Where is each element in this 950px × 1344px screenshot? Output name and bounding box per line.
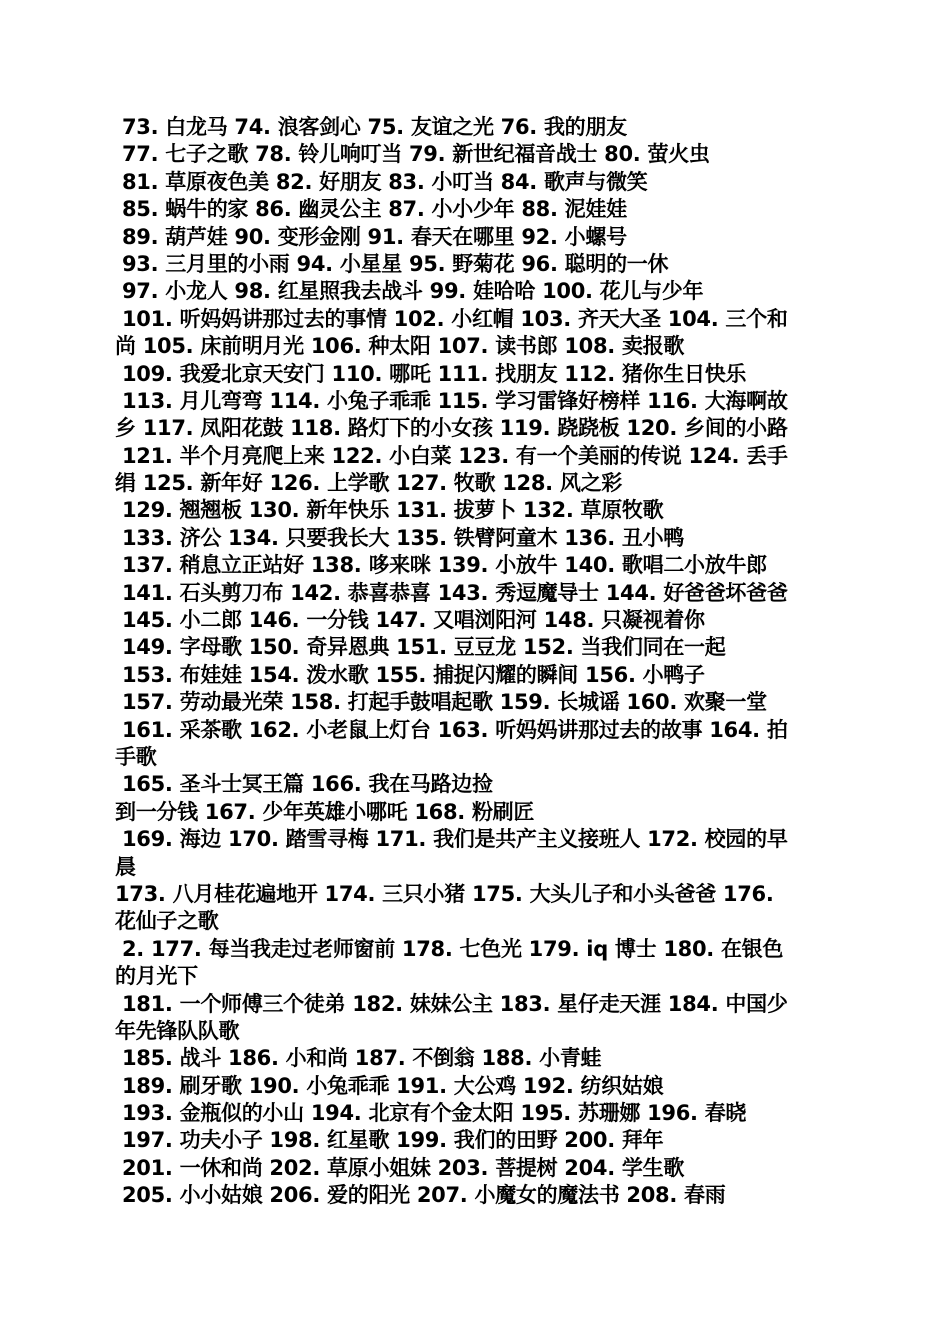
text-line: 133. 济公 134. 只要我长大 135. 铁臂阿童木 136. 丑小鸭: [122, 525, 685, 550]
text-line: 乡 117. 凤阳花鼓 118. 路灯下的小女孩 119. 跷跷板 120. 乡间的小路: [115, 416, 788, 441]
text-line: 169. 海边 170. 踏雪寻梅 171. 我们是共产主义接班人 172. 校园的早: [122, 827, 788, 852]
text-line: 185. 战斗 186. 小和尚 187. 不倒翁 188. 小青蛙: [122, 1046, 602, 1071]
text-line: 81. 草原夜色美 82. 好朋友 83. 小叮当 84. 歌声与微笑: [122, 169, 648, 194]
text-line: 137. 稍息立正站好 138. 哆来咪 139. 小放牛 140. 歌唱二小放牛郎: [122, 553, 767, 578]
text-line: 205. 小小姑娘 206. 爱的阳光 207. 小魔女的魔法书 208. 春雨: [122, 1183, 726, 1208]
text-line: 93. 三月里的小雨 94. 小星星 95. 野菊花 96. 聪明的一休: [122, 251, 669, 276]
text-line: 201. 一休和尚 202. 草原小姐妹 203. 菩提树 204. 学生歌: [122, 1155, 685, 1180]
text-line: 85. 蜗牛的家 86. 幽灵公主 87. 小小少年 88. 泥娃娃: [122, 197, 627, 222]
text-line: 年先锋队队歌: [115, 1018, 240, 1043]
text-line: 手歌: [115, 744, 157, 769]
text-line: 97. 小龙人 98. 红星照我去战斗 99. 娃哈哈 100. 花儿与少年: [122, 279, 704, 304]
text-line: 197. 功夫小子 198. 红星歌 199. 我们的田野 200. 拜年: [122, 1128, 664, 1153]
text-line: 165. 圣斗士冥王篇 166. 我在马路边捡: [122, 772, 493, 797]
text-line: 157. 劳动最光荣 158. 打起手鼓唱起歌 159. 长城谣 160. 欢聚一堂: [122, 690, 767, 715]
text-line: 101. 听妈妈讲那过去的事情 102. 小红帽 103. 齐天大圣 104. 三个和: [122, 306, 788, 331]
text-line: 149. 字母歌 150. 奇异恩典 151. 豆豆龙 152. 当我们同在一起: [122, 635, 726, 660]
text-line: 113. 月儿弯弯 114. 小兔子乖乖 115. 学习雷锋好榜样 116. 大海啊故: [122, 388, 788, 413]
text-line: 77. 七子之歌 78. 铃儿响叮当 79. 新世纪福音战士 80. 萤火虫: [122, 142, 710, 167]
text-line: 153. 布娃娃 154. 泼水歌 155. 捕捉闪耀的瞬间 156. 小鸭子: [122, 662, 705, 687]
text-line: 193. 金瓶似的小山 194. 北京有个金太阳 195. 苏珊娜 196. 春晓: [122, 1101, 747, 1126]
text-line: 晨: [115, 854, 136, 879]
text-line: 173. 八月桂花遍地开 174. 三只小猪 175. 大头儿子和小头爸爸 176.: [115, 881, 774, 906]
text-line: 161. 采茶歌 162. 小老鼠上灯台 163. 听妈妈讲那过去的故事 164. 拍: [122, 717, 788, 742]
text-line: 73. 白龙马 74. 浪客剑心 75. 友谊之光 76. 我的朋友: [122, 115, 627, 139]
text-line: 145. 小二郎 146. 一分钱 147. 又唱浏阳河 148. 只凝视着你: [122, 608, 705, 633]
text-line: 花仙子之歌: [115, 909, 219, 934]
text-line: 109. 我爱北京天安门 110. 哪吒 111. 找朋友 112. 猪你生日快乐: [122, 361, 747, 386]
text-line: 189. 刷牙歌 190. 小兔乖乖 191. 大公鸡 192. 纺织姑娘: [122, 1073, 664, 1098]
text-line: 尚 105. 床前明月光 106. 种太阳 107. 读书郎 108. 卖报歌: [115, 334, 685, 359]
document-page: [115, 114, 840, 1210]
text-line: 到一分钱 167. 少年英雄小哪吒 168. 粉刷匠: [115, 799, 535, 824]
text-line: 121. 半个月亮爬上来 122. 小白菜 123. 有一个美丽的传说 124. 丢手: [122, 443, 788, 468]
text-line: 绢 125. 新年好 126. 上学歌 127. 牧歌 128. 风之彩: [115, 471, 622, 496]
text-line: 181. 一个师傅三个徒弟 182. 妹妹公主 183. 星仔走天涯 184. 中国少: [122, 991, 788, 1016]
text-line: 141. 石头剪刀布 142. 恭喜恭喜 143. 秀逗魔导士 144. 好爸爸坏爸爸: [122, 580, 788, 605]
text-line: 129. 翘翘板 130. 新年快乐 131. 拔萝卜 132. 草原牧歌: [122, 498, 664, 523]
text-line: 89. 葫芦娃 90. 变形金刚 91. 春天在哪里 92. 小螺号: [122, 224, 627, 249]
text-line: 的月光下: [115, 964, 198, 989]
text-line: 2. 177. 每当我走过老师窗前 178. 七色光 179. iq 博士 180. 在银色: [122, 936, 784, 961]
